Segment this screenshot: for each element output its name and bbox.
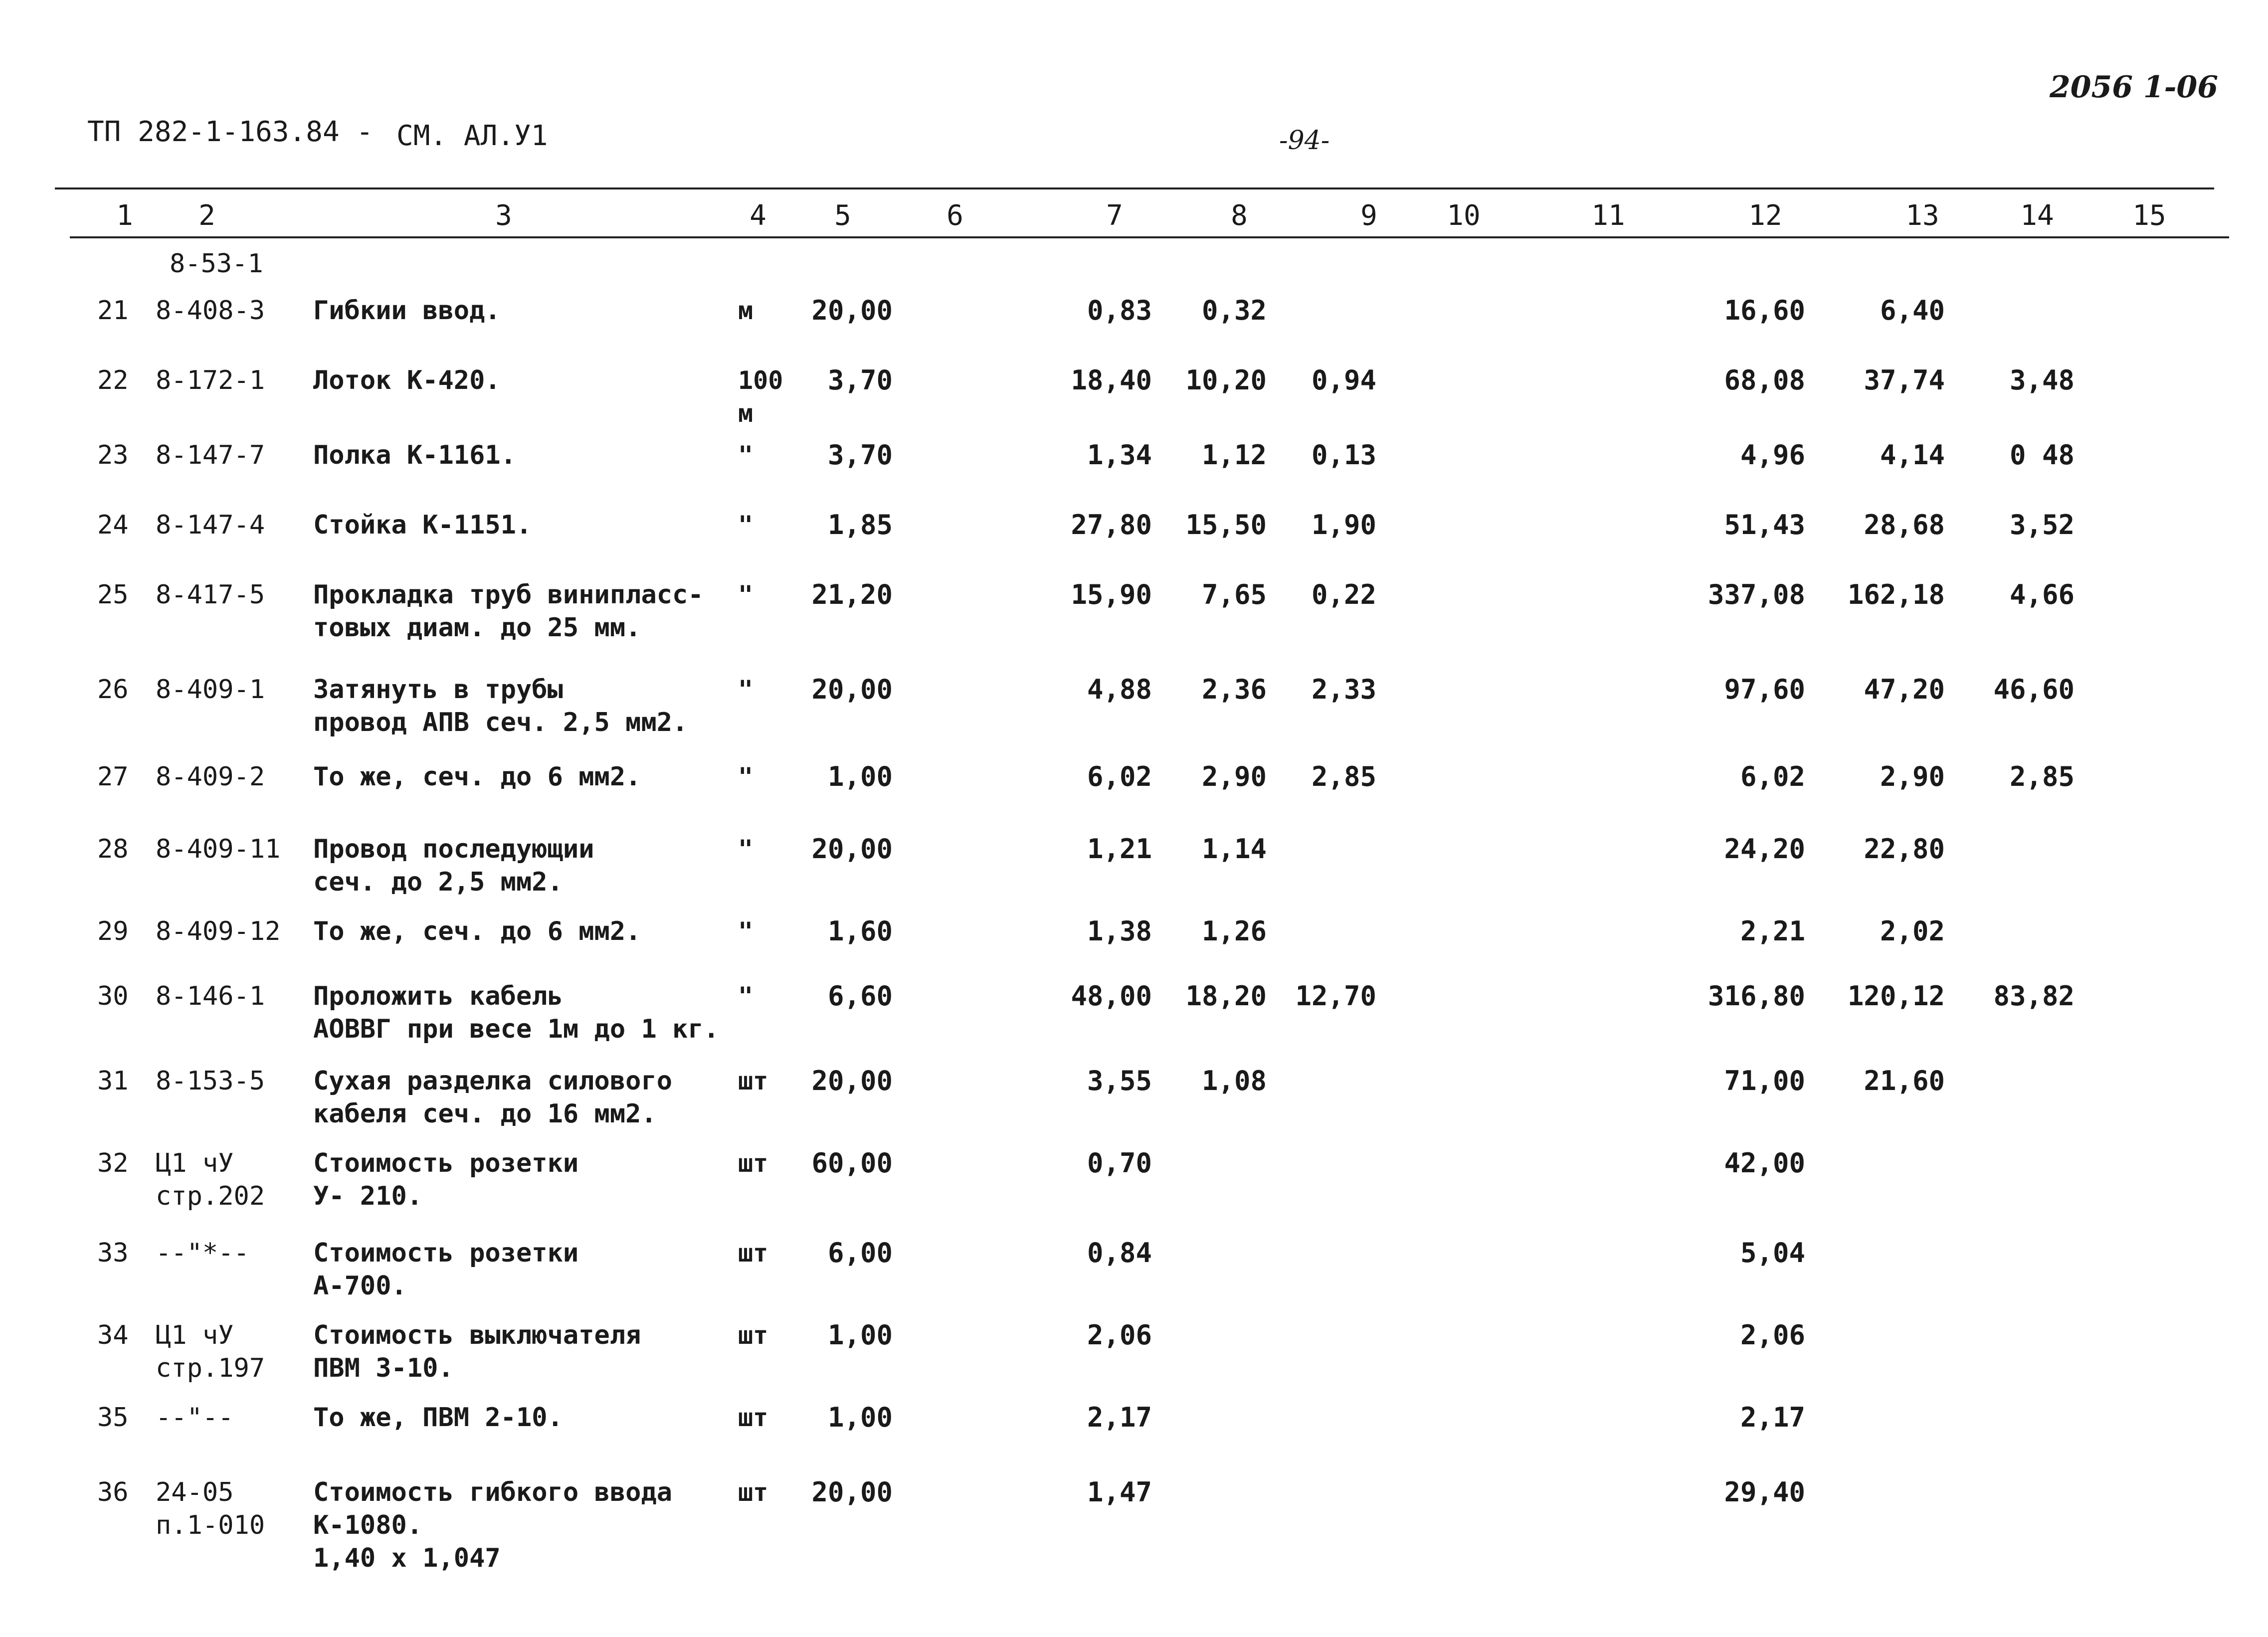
cell-col-13: 21,60	[1864, 1065, 1945, 1096]
row-number: 35	[97, 1403, 129, 1433]
cell-col-7: 27,80	[1071, 509, 1152, 541]
row-unit: шт	[738, 1321, 768, 1350]
cell-col-13: 2,02	[1880, 915, 1945, 947]
cell-col-7: 0,84	[1087, 1237, 1152, 1269]
cell-col-12: 2,06	[1740, 1319, 1805, 1351]
row-number: 31	[97, 1066, 129, 1096]
cell-col-13: 120,12	[1847, 980, 1945, 1012]
row-code: 8-172-1	[156, 365, 265, 395]
row-description: Сухая разделка силового кабеля сеч. до 16 мм2.	[313, 1066, 673, 1129]
cell-col-8: 1,26	[1201, 915, 1267, 947]
row-description: Стоимость выключателя ПВМ 3-10.	[313, 1320, 641, 1383]
cell-col-12: 51,43	[1724, 509, 1805, 541]
column-number-9: 9	[1360, 199, 1377, 232]
cell-col-5: 1,00	[827, 761, 893, 792]
row-description: Провод последующии сеч. до 2,5 мм2.	[313, 834, 594, 897]
row-unit: шт	[738, 1149, 768, 1178]
row-code: 8-409-12	[156, 916, 281, 946]
row-number: 22	[97, 365, 129, 395]
page-number: -94-	[1279, 126, 1330, 156]
column-number-3: 3	[495, 199, 512, 232]
cell-col-12: 4,96	[1740, 439, 1805, 471]
row-number: 32	[97, 1148, 129, 1178]
column-number-14: 14	[2020, 199, 2054, 232]
row-description: Стоимость розетки У- 210.	[313, 1148, 579, 1211]
archive-stamp: 2056 1-06	[2050, 70, 2219, 105]
cell-col-7: 4,88	[1087, 674, 1152, 705]
column-number-7: 7	[1106, 199, 1123, 232]
cell-col-9: 1,90	[1311, 509, 1376, 541]
cell-col-12: 97,60	[1724, 674, 1805, 705]
row-code: 8-409-11	[156, 834, 281, 864]
row-unit: шт	[738, 1067, 768, 1095]
cell-col-5: 1,00	[827, 1402, 893, 1433]
cell-col-14: 0 48	[2009, 439, 2075, 471]
cell-col-14: 3,48	[2009, 364, 2075, 396]
row-unit: "	[738, 675, 754, 704]
cell-col-7: 48,00	[1071, 980, 1152, 1012]
cell-col-12: 2,17	[1740, 1402, 1805, 1433]
header-rule	[70, 236, 2229, 238]
column-number-15: 15	[2132, 199, 2166, 232]
row-description: Проложить кабель АОВВГ при весе 1м до 1 кг.	[313, 981, 719, 1044]
cell-col-9: 12,70	[1295, 980, 1376, 1012]
row-code: 8-409-2	[156, 762, 265, 792]
cell-col-13: 37,74	[1864, 364, 1945, 396]
row-number: 24	[97, 510, 129, 540]
row-unit: 100 м	[738, 366, 783, 428]
cell-col-12: 29,40	[1724, 1476, 1805, 1508]
cell-col-13: 28,68	[1864, 509, 1945, 541]
column-number-10: 10	[1447, 199, 1481, 232]
cell-col-7: 0,70	[1087, 1147, 1152, 1179]
cell-col-12: 316,80	[1707, 980, 1805, 1012]
row-code: --"*--	[156, 1238, 249, 1268]
row-number: 36	[97, 1477, 129, 1507]
cell-col-5: 20,00	[811, 1065, 893, 1096]
cell-col-7: 15,90	[1071, 579, 1152, 610]
cell-col-7: 1,34	[1087, 439, 1152, 471]
cell-col-7: 3,55	[1087, 1065, 1152, 1096]
cell-col-5: 1,60	[827, 915, 893, 947]
cell-col-5: 60,00	[811, 1147, 893, 1179]
row-number: 29	[97, 916, 129, 946]
cell-col-14: 4,66	[2009, 579, 2075, 610]
top-rule	[55, 187, 2214, 189]
column-number-1: 1	[116, 199, 133, 232]
cell-col-13: 4,14	[1880, 439, 1945, 471]
row-description: Прокладка труб винипласс- товых диам. до 25 мм.	[313, 580, 704, 643]
cell-col-5: 3,70	[827, 439, 893, 471]
cell-col-8: 15,50	[1185, 509, 1267, 541]
row-description: Стоимость гибкого ввода К-1080. 1,40 х 1,047	[313, 1477, 673, 1573]
cell-col-9: 2,85	[1311, 761, 1376, 792]
row-unit: "	[738, 982, 754, 1011]
row-number: 28	[97, 834, 129, 864]
row-unit: шт	[738, 1239, 768, 1268]
row-code: 8-146-1	[156, 981, 265, 1011]
cell-col-13: 6,40	[1880, 295, 1945, 326]
row-description: Затянуть в трубы провод АПВ сеч. 2,5 мм2.	[313, 675, 688, 737]
cell-col-8: 18,20	[1185, 980, 1267, 1012]
column-number-4: 4	[750, 199, 766, 232]
cell-col-9: 2,33	[1311, 674, 1376, 705]
cell-col-7: 2,06	[1087, 1319, 1152, 1351]
cell-col-13: 22,80	[1864, 833, 1945, 865]
cell-col-7: 1,47	[1087, 1476, 1152, 1508]
row-unit: "	[738, 917, 754, 946]
cell-col-14: 3,52	[2009, 509, 2075, 541]
cell-col-12: 16,60	[1724, 295, 1805, 326]
cell-col-8: 10,20	[1185, 364, 1267, 396]
cell-col-12: 337,08	[1707, 579, 1805, 610]
cell-col-8: 2,90	[1201, 761, 1267, 792]
cell-col-5: 1,00	[827, 1319, 893, 1351]
cell-col-9: 0,94	[1311, 364, 1376, 396]
row-unit: "	[738, 580, 754, 609]
row-unit: "	[738, 441, 754, 470]
cell-col-5: 6,60	[827, 980, 893, 1012]
cell-col-8: 1,12	[1201, 439, 1267, 471]
cell-col-12: 5,04	[1740, 1237, 1805, 1269]
row-description: То же, сеч. до 6 мм2.	[313, 916, 641, 946]
column-number-8: 8	[1231, 199, 1248, 232]
cell-col-14: 83,82	[1993, 980, 2075, 1012]
cell-col-5: 6,00	[827, 1237, 893, 1269]
cell-col-13: 2,90	[1880, 761, 1945, 792]
row-number: 26	[97, 675, 129, 705]
cell-col-12: 42,00	[1724, 1147, 1805, 1179]
cell-col-12: 6,02	[1740, 761, 1805, 792]
column-number-5: 5	[834, 199, 851, 232]
row-description: Стоимость розетки А-700.	[313, 1238, 579, 1301]
row-description: Лоток К-420.	[313, 365, 501, 395]
cell-col-8: 1,08	[1201, 1065, 1267, 1096]
row-code: 8-147-7	[156, 440, 265, 470]
row-description: То же, сеч. до 6 мм2.	[313, 762, 641, 792]
cell-col-5: 20,00	[811, 674, 893, 705]
row-code: Ц1 чУ стр.202	[156, 1148, 265, 1211]
row-description: Гибкии ввод.	[313, 296, 501, 326]
cell-col-5: 21,20	[811, 579, 893, 610]
cell-col-5: 20,00	[811, 295, 893, 326]
cell-col-5: 20,00	[811, 1476, 893, 1508]
column-number-13: 13	[1905, 199, 1939, 232]
row-description: Стойка К-1151.	[313, 510, 532, 540]
cell-col-9: 0,22	[1311, 579, 1376, 610]
cell-col-7: 0,83	[1087, 295, 1152, 326]
row-number: 23	[97, 440, 129, 470]
cell-col-8: 0,32	[1201, 295, 1267, 326]
row-unit: м	[738, 296, 754, 325]
cell-col-14: 2,85	[2009, 761, 2075, 792]
row-description: Полка К-1161.	[313, 440, 516, 470]
column-number-2: 2	[198, 199, 215, 232]
row-description: То же, ПВМ 2-10.	[313, 1403, 563, 1433]
cell-col-12: 24,20	[1724, 833, 1805, 865]
cell-col-7: 1,38	[1087, 915, 1152, 947]
pre-row-code: 8-53-1	[170, 249, 263, 279]
row-code: Ц1 чУ стр.197	[156, 1320, 265, 1383]
row-number: 34	[97, 1320, 129, 1350]
row-number: 27	[97, 762, 129, 792]
cell-col-8: 7,65	[1201, 579, 1267, 610]
row-code: 8-153-5	[156, 1066, 265, 1096]
row-unit: "	[738, 835, 754, 864]
row-code: 8-409-1	[156, 675, 265, 705]
row-number: 33	[97, 1238, 129, 1268]
doc-ref: ТП 282-1-163.84 -	[87, 116, 374, 148]
cell-col-5: 3,70	[827, 364, 893, 396]
cell-col-12: 71,00	[1724, 1065, 1805, 1096]
row-number: 21	[97, 296, 129, 326]
column-number-11: 11	[1591, 199, 1625, 232]
cell-col-7: 18,40	[1071, 364, 1152, 396]
cell-col-9: 0,13	[1311, 439, 1376, 471]
row-number: 30	[97, 981, 129, 1011]
row-code: 8-147-4	[156, 510, 265, 540]
column-number-6: 6	[946, 199, 963, 232]
row-number: 25	[97, 580, 129, 610]
cell-col-13: 47,20	[1864, 674, 1945, 705]
row-code: 8-408-3	[156, 296, 265, 326]
cell-col-12: 68,08	[1724, 364, 1805, 396]
cell-col-5: 20,00	[811, 833, 893, 865]
row-code: 24-05 п.1-010	[156, 1477, 265, 1540]
row-unit: шт	[738, 1403, 768, 1432]
cell-col-12: 2,21	[1740, 915, 1805, 947]
column-number-12: 12	[1748, 199, 1782, 232]
row-unit: "	[738, 762, 754, 791]
row-unit: "	[738, 511, 754, 540]
cell-col-8: 1,14	[1201, 833, 1267, 865]
cell-col-7: 2,17	[1087, 1402, 1152, 1433]
cell-col-5: 1,85	[827, 509, 893, 541]
row-code: --"--	[156, 1403, 234, 1433]
row-unit: шт	[738, 1478, 768, 1507]
cell-col-8: 2,36	[1201, 674, 1267, 705]
cell-col-7: 6,02	[1087, 761, 1152, 792]
album-ref: СМ. АЛ.У1	[396, 120, 548, 152]
row-code: 8-417-5	[156, 580, 265, 610]
cell-col-14: 46,60	[1993, 674, 2075, 705]
cell-col-13: 162,18	[1847, 579, 1945, 610]
cell-col-7: 1,21	[1087, 833, 1152, 865]
